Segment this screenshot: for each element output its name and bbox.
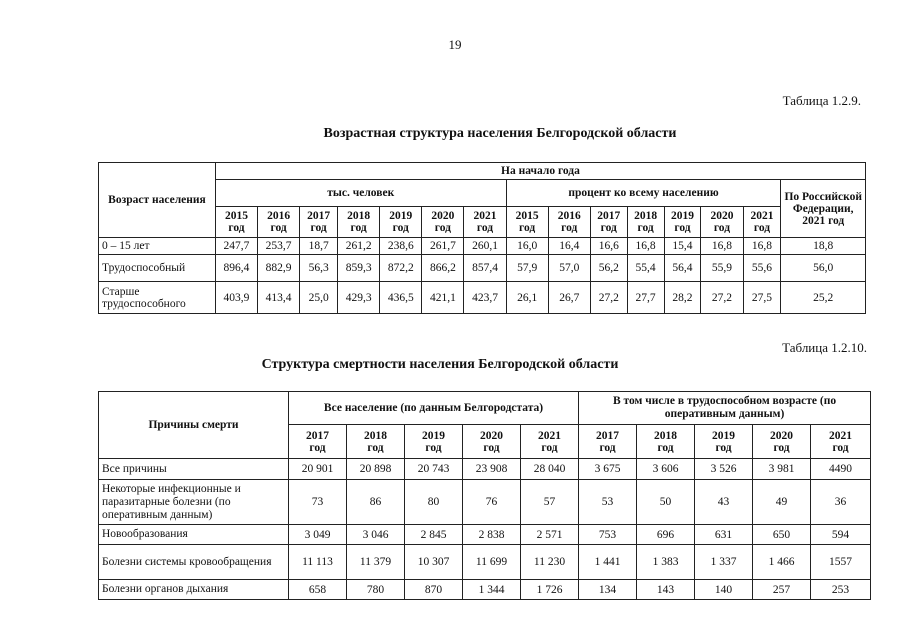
table-row xyxy=(99,459,871,480)
year-value: 2016 xyxy=(267,210,291,222)
cell-all: 73 xyxy=(289,480,347,525)
cell-working: 134 xyxy=(579,580,637,600)
cell-working: 49 xyxy=(753,480,811,525)
cell-percent: 16,8 xyxy=(743,238,781,255)
row-label: Все причины xyxy=(99,459,289,480)
cell-all: 2 571 xyxy=(521,525,579,545)
cell-thousands: 261,2 xyxy=(338,238,380,255)
year-header xyxy=(463,425,521,459)
cell-working: 3 981 xyxy=(753,459,811,480)
table2-title: Структура смертности населения Белгородской области xyxy=(261,357,619,372)
cell-working: 257 xyxy=(753,580,811,600)
year-suffix: год xyxy=(350,222,367,234)
cell-thousands: 253,7 xyxy=(258,238,300,255)
cell-thousands: 857,4 xyxy=(464,255,506,282)
cell-all: 10 307 xyxy=(405,545,463,580)
year-suffix: год xyxy=(599,441,616,454)
year-suffix: год xyxy=(715,441,732,454)
cell-percent: 26,7 xyxy=(548,282,590,314)
year-suffix: год xyxy=(657,441,674,454)
cell-working: 43 xyxy=(695,480,753,525)
cell-percent: 55,4 xyxy=(627,255,664,282)
cell-percent: 56,4 xyxy=(664,255,701,282)
cell-working: 3 526 xyxy=(695,459,753,480)
cell-working: 1 441 xyxy=(579,545,637,580)
cell-working: 1 466 xyxy=(753,545,811,580)
cell-percent: 28,2 xyxy=(664,282,701,314)
cell-all: 1 726 xyxy=(521,580,579,600)
cell-thousands: 866,2 xyxy=(422,255,464,282)
row-label: Новообразования xyxy=(99,525,289,545)
year-value: 2021 xyxy=(473,210,497,222)
year-value: 2017 xyxy=(307,210,331,222)
header-age: Возраст населения xyxy=(99,163,216,238)
cell-percent: 27,7 xyxy=(627,282,664,314)
cell-thousands: 436,5 xyxy=(380,282,422,314)
year-header xyxy=(464,207,506,238)
cell-thousands: 421,1 xyxy=(422,282,464,314)
cell-percent: 55,9 xyxy=(701,255,743,282)
cell-all: 11 230 xyxy=(521,545,579,580)
year-suffix: год xyxy=(773,441,790,454)
row-label: Болезни системы кровообращения xyxy=(99,545,289,580)
header-percent: процент ко всему населению xyxy=(506,180,781,207)
header-causes: Причины смерти xyxy=(99,392,289,459)
cell-thousands: 25,0 xyxy=(300,282,338,314)
year-header xyxy=(380,207,422,238)
year-header xyxy=(215,207,257,238)
year-value: 2020 xyxy=(480,429,503,442)
cell-all: 20 743 xyxy=(405,459,463,480)
year-value: 2019 xyxy=(389,210,413,222)
year-value: 2020 xyxy=(431,210,455,222)
cell-all: 20 898 xyxy=(347,459,405,480)
cell-percent: 57,0 xyxy=(548,255,590,282)
year-header xyxy=(506,207,548,238)
cell-working: 4490 xyxy=(811,459,871,480)
table1-label: Таблица 1.2.9. xyxy=(782,93,861,108)
year-value: 2015 xyxy=(515,210,539,222)
cell-thousands: 872,2 xyxy=(380,255,422,282)
cell-all: 3 049 xyxy=(289,525,347,545)
table-row xyxy=(99,480,871,525)
cell-percent: 16,8 xyxy=(627,238,664,255)
cell-working: 50 xyxy=(637,480,695,525)
year-header xyxy=(521,425,579,459)
cell-all: 11 699 xyxy=(463,545,521,580)
cell-thousands: 238,6 xyxy=(380,238,422,255)
year-value: 2018 xyxy=(634,210,658,222)
year-suffix: год xyxy=(476,222,494,234)
cell-all: 2 845 xyxy=(405,525,463,545)
year-value: 2018 xyxy=(347,210,371,222)
year-value: 2020 xyxy=(770,429,794,442)
year-value: 2017 xyxy=(596,429,620,442)
cell-thousands: 859,3 xyxy=(338,255,380,282)
cell-working: 253 xyxy=(811,580,871,600)
table-row xyxy=(99,255,866,282)
table-row xyxy=(99,545,871,580)
year-header xyxy=(664,207,701,238)
year-header xyxy=(338,207,380,238)
cell-percent: 15,4 xyxy=(664,238,701,255)
cell-thousands: 56,3 xyxy=(300,255,338,282)
cell-thousands: 429,3 xyxy=(338,282,380,314)
year-value: 2017 xyxy=(597,210,621,222)
cell-thousands: 423,7 xyxy=(464,282,506,314)
cell-percent: 16,4 xyxy=(548,238,590,255)
cell-all: 86 xyxy=(347,480,405,525)
cell-percent: 27,2 xyxy=(701,282,743,314)
table2-label: Таблица 1.2.10. xyxy=(782,340,867,355)
year-value: 2019 xyxy=(712,429,736,442)
year-suffix: год xyxy=(541,441,558,454)
year-suffix: год xyxy=(228,222,245,234)
row-label: Болезни органов дыхания xyxy=(99,580,289,600)
cell-thousands: 882,9 xyxy=(258,255,300,282)
cell-thousands: 260,1 xyxy=(464,238,506,255)
year-value: 2019 xyxy=(422,429,445,442)
year-value: 2021 xyxy=(750,210,774,222)
header-thousands: тыс. человек xyxy=(215,180,506,207)
cell-rf: 56,0 xyxy=(781,255,866,282)
year-header xyxy=(811,425,871,459)
cell-working: 631 xyxy=(695,525,753,545)
year-value: 2019 xyxy=(670,210,694,222)
cell-thousands: 247,7 xyxy=(215,238,257,255)
cell-all: 20 901 xyxy=(289,459,347,480)
table1-title: Возрастная структура населения Белгородской области xyxy=(323,126,677,141)
cell-working: 696 xyxy=(637,525,695,545)
cell-working: 1 383 xyxy=(637,545,695,580)
year-value: 2020 xyxy=(710,210,734,222)
year-header xyxy=(289,425,347,459)
cell-all: 80 xyxy=(405,480,463,525)
year-header xyxy=(422,207,464,238)
cell-rf: 25,2 xyxy=(781,282,866,314)
cell-working: 594 xyxy=(811,525,871,545)
cell-thousands: 896,4 xyxy=(215,255,257,282)
year-value: 2017 xyxy=(306,429,329,442)
year-suffix: год xyxy=(367,441,384,454)
year-suffix: год xyxy=(309,441,326,454)
year-suffix: год xyxy=(713,222,731,234)
year-header xyxy=(590,207,627,238)
row-label: Старше трудоспособного xyxy=(99,282,216,314)
year-value: 2018 xyxy=(654,429,678,442)
cell-working: 143 xyxy=(637,580,695,600)
table-row xyxy=(99,238,866,255)
table-row xyxy=(99,580,871,600)
cell-working: 140 xyxy=(695,580,753,600)
year-suffix: год xyxy=(753,222,771,234)
cell-percent: 57,9 xyxy=(506,255,548,282)
year-header xyxy=(548,207,590,238)
year-suffix: год xyxy=(425,441,442,454)
year-suffix: год xyxy=(519,222,536,234)
row-label: Некоторые инфекционные и паразитарные болезни (по оперативным данным) xyxy=(99,480,289,525)
header-start-year: На начало года xyxy=(215,163,865,180)
cell-rf: 18,8 xyxy=(781,238,866,255)
cell-thousands: 18,7 xyxy=(300,238,338,255)
cell-working: 3 675 xyxy=(579,459,637,480)
year-header xyxy=(753,425,811,459)
cell-percent: 26,1 xyxy=(506,282,548,314)
year-header xyxy=(579,425,637,459)
year-value: 2021 xyxy=(829,429,853,442)
cell-all: 57 xyxy=(521,480,579,525)
year-suffix: год xyxy=(434,222,451,234)
cell-thousands: 413,4 xyxy=(258,282,300,314)
year-suffix: год xyxy=(637,222,654,234)
cell-percent: 27,2 xyxy=(590,282,627,314)
cell-percent: 16,0 xyxy=(506,238,548,255)
cell-percent: 55,6 xyxy=(743,255,781,282)
year-value: 2018 xyxy=(364,429,387,442)
row-label: 0 – 15 лет xyxy=(99,238,216,255)
year-header xyxy=(743,207,781,238)
cell-thousands: 261,7 xyxy=(422,238,464,255)
year-header xyxy=(627,207,664,238)
cell-all: 11 113 xyxy=(289,545,347,580)
cell-percent: 27,5 xyxy=(743,282,781,314)
cell-all: 3 046 xyxy=(347,525,405,545)
year-suffix: год xyxy=(270,222,287,234)
year-value: 2021 xyxy=(538,429,562,442)
page-number: 19 xyxy=(448,37,462,52)
cell-all: 870 xyxy=(405,580,463,600)
header-rf: По Российской Федерации, 2021 год xyxy=(781,180,866,238)
cell-all: 2 838 xyxy=(463,525,521,545)
cell-working: 1557 xyxy=(811,545,871,580)
cell-working: 1 337 xyxy=(695,545,753,580)
year-header xyxy=(258,207,300,238)
header-all-population: Все население (по данным Белгородстата) xyxy=(289,392,579,425)
year-header xyxy=(300,207,338,238)
cell-working: 3 606 xyxy=(637,459,695,480)
year-header xyxy=(701,207,743,238)
cell-all: 658 xyxy=(289,580,347,600)
cell-percent: 16,6 xyxy=(590,238,627,255)
row-label: Трудоспособный xyxy=(99,255,216,282)
year-suffix: год xyxy=(561,222,578,234)
year-suffix: год xyxy=(392,222,409,234)
header-working-age: В том числе в трудоспособном возрасте (по оперативным данным) xyxy=(579,392,871,425)
cell-working: 753 xyxy=(579,525,637,545)
cell-working: 53 xyxy=(579,480,637,525)
year-suffix: год xyxy=(674,222,691,234)
age-structure-table xyxy=(98,162,866,314)
table-row xyxy=(99,282,866,314)
cell-all: 76 xyxy=(463,480,521,525)
cell-all: 11 379 xyxy=(347,545,405,580)
year-suffix: год xyxy=(310,222,327,234)
year-header xyxy=(637,425,695,459)
year-value: 2015 xyxy=(224,210,248,222)
year-value: 2016 xyxy=(557,210,581,222)
year-suffix: год xyxy=(600,222,617,234)
year-suffix: год xyxy=(832,441,849,454)
cell-percent: 56,2 xyxy=(590,255,627,282)
cell-all: 28 040 xyxy=(521,459,579,480)
cell-working: 36 xyxy=(811,480,871,525)
cell-all: 780 xyxy=(347,580,405,600)
year-header xyxy=(695,425,753,459)
year-header xyxy=(405,425,463,459)
cell-all: 1 344 xyxy=(463,580,521,600)
cell-percent: 16,8 xyxy=(701,238,743,255)
mortality-structure-table xyxy=(98,391,871,600)
year-suffix: год xyxy=(483,441,500,454)
table-row xyxy=(99,525,871,545)
cell-working: 650 xyxy=(753,525,811,545)
cell-all: 23 908 xyxy=(463,459,521,480)
year-header xyxy=(347,425,405,459)
cell-thousands: 403,9 xyxy=(215,282,257,314)
